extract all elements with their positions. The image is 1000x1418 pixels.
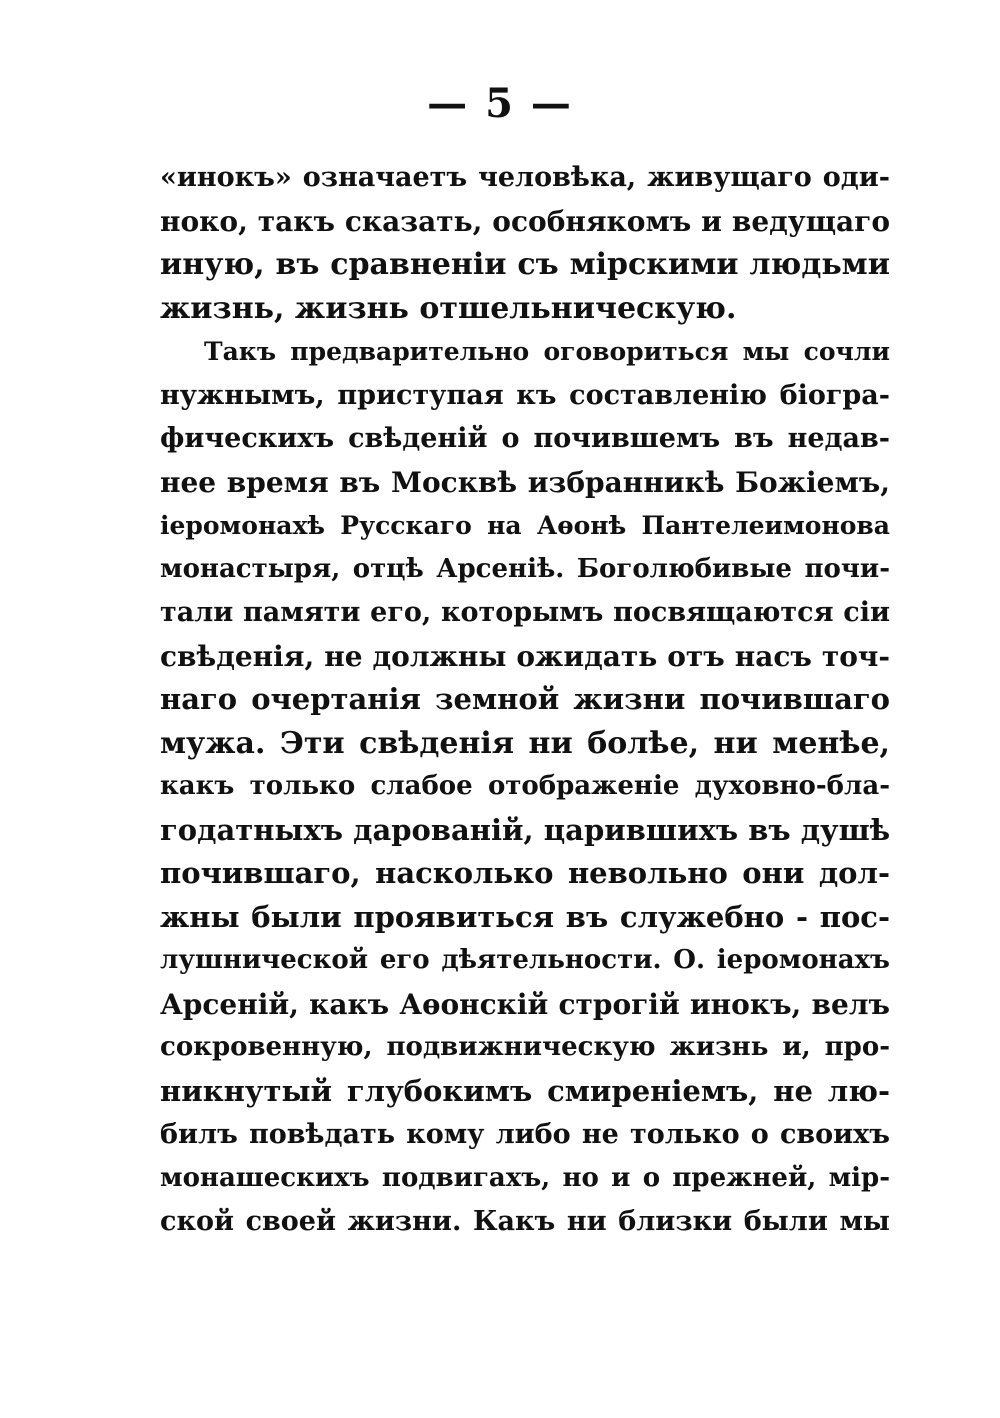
text-line: ской своей жизни. Какъ ни близки были мы [160, 1206, 890, 1237]
text-line: жны были проявиться въ служебно - пос- [160, 899, 890, 934]
text-line: жизнь, жизнь отшельническую. [160, 290, 737, 326]
text-line: билъ повѣдать кому либо не только о своихъ [160, 1119, 890, 1150]
text-line: монашескихъ подвигахъ, но и о прежней, мір- [160, 1162, 890, 1193]
text-line: нужнымъ, приступая къ составленію біогра- [160, 379, 890, 411]
text-line: мужа. Эти свѣденія ни болѣе, ни менѣе, [160, 725, 890, 761]
text-line: монастыря, отцѣ Арсеніѣ. Боголюбивые почи- [160, 553, 890, 584]
text-line: іеромонахѣ Русскаго на Аѳонѣ Пантелеимонова [160, 511, 890, 540]
text-line: свѣденія, не должны ожидать отъ насъ точ- [160, 639, 890, 673]
paragraph-2 [160, 330, 890, 1244]
text-line: Такъ предварительно оговориться мы сочли [204, 337, 890, 366]
text-line: годатныхъ дарованій, царившихъ въ душѣ [160, 812, 890, 847]
text-line: иную, въ сравненіи съ мірскими людьми [160, 247, 890, 282]
text-line: «инокъ» означаетъ человѣка, живущаго оди- [160, 162, 890, 193]
text-line: наго очертанія земной жизни почившаго [160, 682, 890, 716]
text-line: никнутый глубокимъ смиреніемъ, не лю- [160, 1073, 890, 1108]
text-line: тали памяти его, которымъ посвящаются сіи [160, 597, 890, 628]
paragraph-1 [160, 156, 890, 330]
body-text [160, 156, 890, 1244]
page-number: — 5 — [427, 80, 573, 127]
text-line: ноко, такъ сказать, особнякомъ и ведущаго [160, 204, 890, 238]
text-line: сокровенную, подвижническую жизнь и, про- [160, 1032, 890, 1062]
text-line: Арсеній, какъ Аѳонскій строгій инокъ, велъ [160, 987, 890, 1021]
text-line: какъ только слабое отображеніе духовно-бла- [160, 771, 890, 801]
text-line: фическихъ свѣденій о почившемъ въ недав- [160, 423, 890, 454]
text-line: лушнической его дѣятельности. О. іеромонахъ [160, 945, 890, 975]
text-line: нее время въ Москвѣ избранникѣ Божіемъ, [160, 465, 890, 499]
text-line: почившаго, насколько невольно они дол- [160, 856, 890, 890]
